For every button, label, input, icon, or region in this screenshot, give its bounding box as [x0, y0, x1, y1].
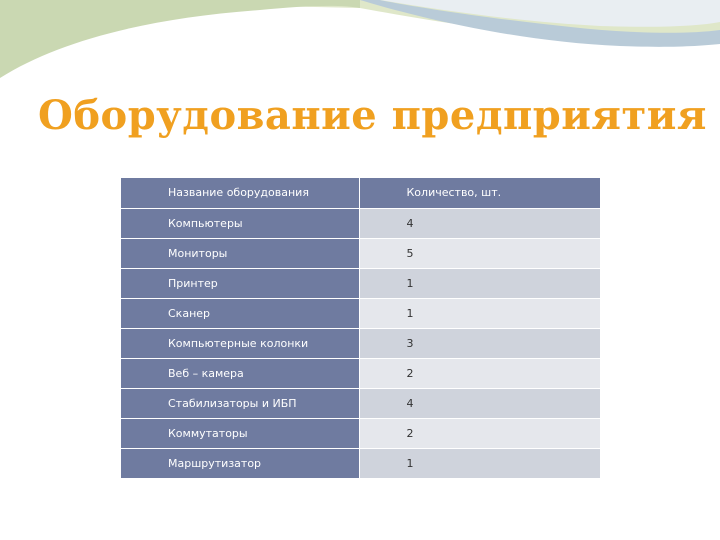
table-row: [121, 238, 600, 268]
equipment-quantity-cell: 1: [359, 448, 600, 478]
column-header-name: Название оборудования: [121, 178, 359, 208]
equipment-name-cell: Веб – камера: [121, 358, 359, 388]
column-header-quantity: Количество, шт.: [359, 178, 600, 208]
table-row: [121, 358, 600, 388]
table-row: [121, 328, 600, 358]
equipment-quantity-cell: 1: [359, 268, 600, 298]
table-row: [121, 268, 600, 298]
equipment-quantity-cell: 2: [359, 418, 600, 448]
equipment-quantity-cell: 2: [359, 358, 600, 388]
top-wave-decoration: [0, 0, 720, 90]
equipment-quantity-cell: 5: [359, 238, 600, 268]
equipment-name-cell: Сканер: [121, 298, 359, 328]
equipment-name-cell: Коммутаторы: [121, 418, 359, 448]
equipment-quantity-cell: 1: [359, 298, 600, 328]
equipment-name-cell: Принтер: [121, 268, 359, 298]
table-row: [121, 298, 600, 328]
equipment-name-cell: Компьютерные колонки: [121, 328, 359, 358]
table-row: [121, 208, 600, 238]
page-title: Оборудование предприятия: [38, 92, 707, 139]
equipment-quantity-cell: 4: [359, 208, 600, 238]
table-row: [121, 388, 600, 418]
equipment-name-cell: Компьютеры: [121, 208, 359, 238]
equipment-quantity-cell: 3: [359, 328, 600, 358]
equipment-name-cell: Мониторы: [121, 238, 359, 268]
table-row: [121, 448, 600, 478]
table-row: [121, 418, 600, 448]
table-header-row: [121, 178, 600, 208]
equipment-quantity-cell: 4: [359, 388, 600, 418]
equipment-name-cell: Стабилизаторы и ИБП: [121, 388, 359, 418]
equipment-table: [121, 178, 600, 479]
equipment-name-cell: Маршрутизатор: [121, 448, 359, 478]
